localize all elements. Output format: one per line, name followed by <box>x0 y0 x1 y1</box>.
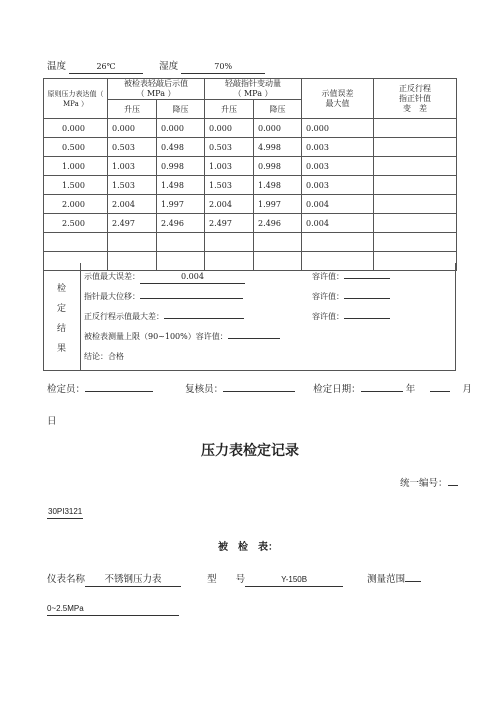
table-cell: 2.497 <box>108 214 157 233</box>
header-pointer-shift-group: 轻敲指针变动量 （ MPa ） <box>205 79 302 100</box>
table-cell: 0.000 <box>254 119 302 138</box>
table-cell: 1.997 <box>254 195 302 214</box>
header-max-error: 示值误差 最大值 <box>302 79 374 119</box>
inspector-label: 检定员： <box>47 384 86 395</box>
model-label: 型 号 <box>207 574 246 585</box>
header-standard-value: 原则压力表达值（ MPa ） <box>44 79 108 119</box>
temperature-label: 温度 <box>47 61 67 72</box>
result-value: 合格 <box>108 352 124 361</box>
table-cell: 2.497 <box>205 214 254 233</box>
conclusion-block <box>43 263 456 371</box>
table-cell: 0.503 <box>108 138 157 157</box>
table-row <box>44 176 457 195</box>
table-cell: 0.000 <box>108 119 157 138</box>
table-row <box>44 157 457 176</box>
table-cell: 0.004 <box>302 214 374 233</box>
table-cell: 1.000 <box>44 157 108 176</box>
reverse-diff-line <box>84 311 244 322</box>
month-label: 月 <box>462 384 472 395</box>
signature-row <box>47 381 472 395</box>
table-cell <box>302 233 374 252</box>
side-char: 检 <box>57 284 67 294</box>
instrument-name-value: 不锈钢压力表 <box>85 574 181 587</box>
year-label: 年 <box>405 384 416 395</box>
subheader-up: 升压 <box>108 100 157 119</box>
temperature-row <box>47 58 265 74</box>
table-cell: 0.003 <box>302 157 374 176</box>
table-row <box>44 119 457 138</box>
instrument-row <box>47 571 421 587</box>
table-row <box>44 138 457 157</box>
pointer-shift-label: 指针最大位移： <box>84 292 140 301</box>
tested-section-label: 被 检 表： <box>218 542 278 553</box>
tolerance-line-2 <box>312 291 390 302</box>
table-cell <box>374 176 457 195</box>
table-cell <box>374 233 457 252</box>
table-cell <box>374 214 457 233</box>
temperature-value: 26℃ <box>69 61 143 74</box>
table-cell: 0.003 <box>302 138 374 157</box>
max-error-line <box>84 271 245 284</box>
unified-number-row <box>400 475 458 489</box>
unified-number-value: 30PI3121 <box>47 506 83 519</box>
humidity-value: 70% <box>181 61 265 74</box>
subheader-up: 升压 <box>205 100 254 119</box>
table-cell: 2.004 <box>205 195 254 214</box>
range-label: 测量范围 <box>367 574 406 585</box>
table-cell <box>108 233 157 252</box>
table-cell: 0.498 <box>157 138 205 157</box>
conclusion-side-label <box>44 263 81 370</box>
table-cell: 0.000 <box>157 119 205 138</box>
side-char: 果 <box>57 344 67 354</box>
tolerance-label: 容许值： <box>312 312 344 321</box>
table-cell: 1.503 <box>205 176 254 195</box>
table-cell: 2.496 <box>254 214 302 233</box>
tolerance-label: 容许值： <box>312 292 344 301</box>
table-cell: 1.503 <box>108 176 157 195</box>
table-cell: 1.003 <box>108 157 157 176</box>
max-error-label: 示值最大误差： <box>84 272 140 281</box>
header-reading-group: 被检表轻敲后示值 （ MPa ） <box>108 79 205 100</box>
day-label: 日 <box>47 416 57 427</box>
table-cell: 0.000 <box>44 119 108 138</box>
table-cell <box>157 233 205 252</box>
record-title: 压力表检定记录 <box>201 443 299 459</box>
pointer-shift-line <box>84 291 243 302</box>
upper-limit-line <box>84 331 280 342</box>
table-cell: 2.000 <box>44 195 108 214</box>
table-cell: 0.000 <box>205 119 254 138</box>
table-cell: 0.503 <box>205 138 254 157</box>
table-cell: 2.496 <box>157 214 205 233</box>
range-value: 0~2.5MPa <box>47 603 179 616</box>
header-reverse-diff: 正反行程 指正针值 变 差 <box>374 79 457 119</box>
table-cell: 1.003 <box>205 157 254 176</box>
table-cell: 2.004 <box>108 195 157 214</box>
side-char: 定 <box>57 304 67 314</box>
humidity-label: 湿度 <box>159 61 179 72</box>
table-cell: 0.003 <box>302 176 374 195</box>
table-cell: 0.998 <box>157 157 205 176</box>
table-cell: 1.498 <box>254 176 302 195</box>
model-value: Y-150B <box>245 574 343 587</box>
tolerance-label: 容许值： <box>312 272 344 281</box>
table-cell <box>205 233 254 252</box>
side-char: 结 <box>57 324 67 334</box>
table-row <box>44 233 457 252</box>
table-row <box>44 214 457 233</box>
tolerance-line-1 <box>312 271 390 282</box>
table-cell: 0.004 <box>302 195 374 214</box>
subheader-down: 降压 <box>157 100 205 119</box>
table-cell: 1.500 <box>44 176 108 195</box>
table-cell <box>254 233 302 252</box>
table-cell <box>374 195 457 214</box>
table-cell <box>374 138 457 157</box>
table-row <box>44 195 457 214</box>
table-cell: 0.000 <box>302 119 374 138</box>
subheader-down: 降压 <box>254 100 302 119</box>
result-line <box>84 351 124 362</box>
instrument-name-label: 仪表名称 <box>47 574 86 585</box>
reviewer-label: 复核员： <box>185 384 224 395</box>
max-error-value: 0.004 <box>140 271 245 284</box>
unified-number-label: 统一编号： <box>400 478 448 489</box>
table-cell: 4.998 <box>254 138 302 157</box>
table-cell: 1.498 <box>157 176 205 195</box>
upper-limit-label: 被检表测量上限（90~100%）容许值： <box>84 332 228 341</box>
table-cell: 2.500 <box>44 214 108 233</box>
reverse-diff-label: 正反行程示值最大差： <box>84 312 164 321</box>
result-label: 结论： <box>84 352 108 361</box>
table-cell <box>44 233 108 252</box>
table-cell <box>374 157 457 176</box>
table-cell: 0.998 <box>254 157 302 176</box>
date-label: 检定日期： <box>313 384 361 395</box>
tolerance-line-3 <box>312 311 390 322</box>
range-value-row <box>47 603 179 616</box>
table-cell: 0.500 <box>44 138 108 157</box>
table-cell: 1.997 <box>157 195 205 214</box>
inspection-table <box>43 78 457 271</box>
table-cell <box>374 119 457 138</box>
